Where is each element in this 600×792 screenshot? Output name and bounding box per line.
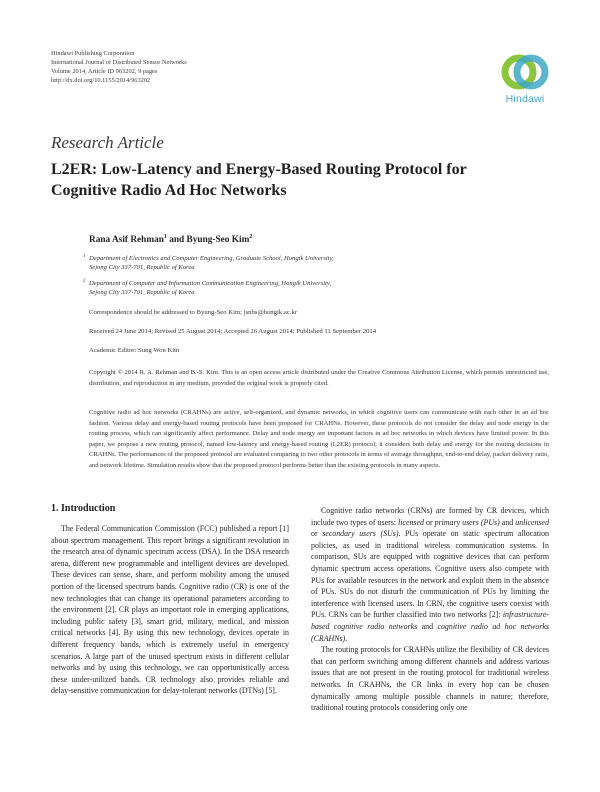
term-unlicensed: unlicensed [515, 517, 550, 527]
text-run: . [345, 633, 348, 643]
copyright-notice: Copyright © 2014 R. A. Rehman and B.-S. Kim. This is an open access article distributed under the Creative Commons Attribution License, which permits unrestricted use, distribution, and reproduction in any medium, provided the original work is properly cited. [89, 369, 549, 387]
affiliation-line: Department of Computer and Information Communication Engineering, Hongik University, [89, 280, 332, 287]
academic-editor: Academic Editor: Sung Won Kim [89, 347, 180, 354]
term-licensed: licensed [398, 517, 424, 527]
text-run: or [423, 517, 435, 527]
publisher-name: Hindawi Publishing Corporation [51, 50, 135, 57]
text-run: Cognitive radio networks (CRNs) are formed by CR devices, which include two types of users: [311, 506, 549, 527]
affiliation-2 [83, 279, 332, 297]
text-run: and [417, 621, 438, 631]
author-joiner: and [166, 235, 187, 246]
affiliation-line: Department of Electronics and Computer Engineering, Graduate School, Hongik University, [89, 255, 334, 262]
volume-info: Volume 2014, Article ID 963202, 9 pages [51, 68, 158, 75]
affiliation-number: 1 [83, 254, 86, 259]
term-secondary-users: secondary users (SUs) [322, 529, 399, 539]
left-column [51, 523, 289, 697]
title-line-1: L2ER: Low-Latency and Energy-Based Routing Protocol for [51, 161, 467, 178]
doi-link[interactable]: http://dx.doi.org/10.1155/2014/963202 [51, 77, 151, 84]
affiliation-1 [83, 254, 334, 272]
affiliation-line: Sejong City 337-701, Republic of Korea [89, 264, 195, 272]
text-run: and [499, 517, 516, 527]
journal-name: International Journal of Distributed Sensor Networks [51, 59, 187, 66]
paragraph: The Federal Communication Commission (FCC) published a report [1] about spectrum management. This report brings a significant revolution in the research area of dynamic spectrum access (DSA). In the DSA research arena, different new programmable and intelligent devices are developed. These devices can sense, share, and perform mobility among the unused portion of the licensed spectrum bands. Cognitive radio (CR) is one of the new technologies that can change its operational parameters according to the environment [2]. CR plays an important role in emerging applications, including public safety [3], smart grid, military, medical, and mission critical networks [4]. By using this new technology, devices operate in different frequency bands, which is extremely useful in emergency scenarios. A large part of the unused spectrum exists in different cellular networks and by using this technology, we can opportunistically access these under-utilized bands. CR technology also provides reliable and delay-sensitive communication for delay-tolerant networks (DTNs) [5]. [51, 524, 289, 696]
author-2: Byung-Seo Kim [186, 235, 250, 246]
author-1-affil: 1 [163, 234, 167, 240]
paper-title [51, 159, 551, 201]
right-column [311, 505, 549, 714]
term-primary-users: primary users (PUs) [434, 517, 500, 527]
term-infrastructure-crn: infrastructure-based cognitive radio networks [311, 610, 549, 631]
affiliation-number: 2 [83, 279, 86, 284]
author-2-affil: 2 [249, 234, 253, 240]
title-line-2: Cognitive Radio Ad Hoc Networks [51, 182, 287, 199]
correspondence: Correspondence should be addressed to Byung-Seo Kim; jsnbs@hongik.ac.kr [89, 309, 298, 316]
section-heading: 1. Introduction [51, 503, 116, 514]
author-1: Rana Asif Rehman [89, 235, 164, 246]
term-crahns: cognitive radio ad hoc networks (CRAHNs) [311, 621, 550, 643]
logo-text: Hindawi [505, 93, 545, 105]
paragraph: The routing protocols for CRAHNs utilize the flexibility of CR devices that can perform switching among different channels and address various issues that are not present in the routing protocol for traditional wireless networks. In CRAHNs, the CR links in every hop can be chosen dynamically among multiple possible channels in nature; therefore, traditional routing protocols considering only one [311, 645, 549, 713]
author-list [89, 234, 252, 245]
publication-dates: Received 24 June 2014; Revised 25 August 2014; Accepted 26 August 2014; Published 11 September 2014 [89, 328, 377, 335]
paragraph [311, 505, 549, 644]
article-type: Research Article [51, 133, 164, 152]
journal-header [51, 49, 187, 85]
text-run: . PUs operate on static spectrum allocation policies, as used in traditional wireless communication systems. In comparison, SUs are equipped with cognitive devices that can perform dynamic spectrum access operations. Cognitive users also compete with PUs for available resources in the network and exploit them in the absence of PUs. SUs do not disturb the communication of PUs by limiting the interference with licensed users. In CRN, the cognitive users coexist with PUs. CRNs can be further classified into two networks [2]: [311, 529, 549, 620]
affiliation-line: Sejong City 337-701, Republic of Korea [89, 289, 195, 297]
text-run: or [311, 529, 323, 539]
abstract: Cognitive radio ad hoc networks (CRAHNs) are active, self-organized, and dynamic networks, in which cognitive users can communicate with each other in an ad hoc fashion. Various delay and energy-based routing protocols have been proposed for CRAHNs. However, these protocols do not consider the delay and node energy in the routing process, which can significantly affect performance. Delay and node energy are important factors in ad hoc networks in which devices have limited power. In this paper, we propose a new routing protocol, named low-latency and energy-based routing (L2ER) protocol; it considers both delay and energy for the routing decisions in CRAHNs. The performances of the proposed protocol are evaluated comparing to two other protocols in terms of average throughput, end-to-end delay, packet delivery ratio, and network lifetime. Simulation results show that the proposed protocol performs better than the existing protocols in many aspects. [89, 409, 549, 469]
